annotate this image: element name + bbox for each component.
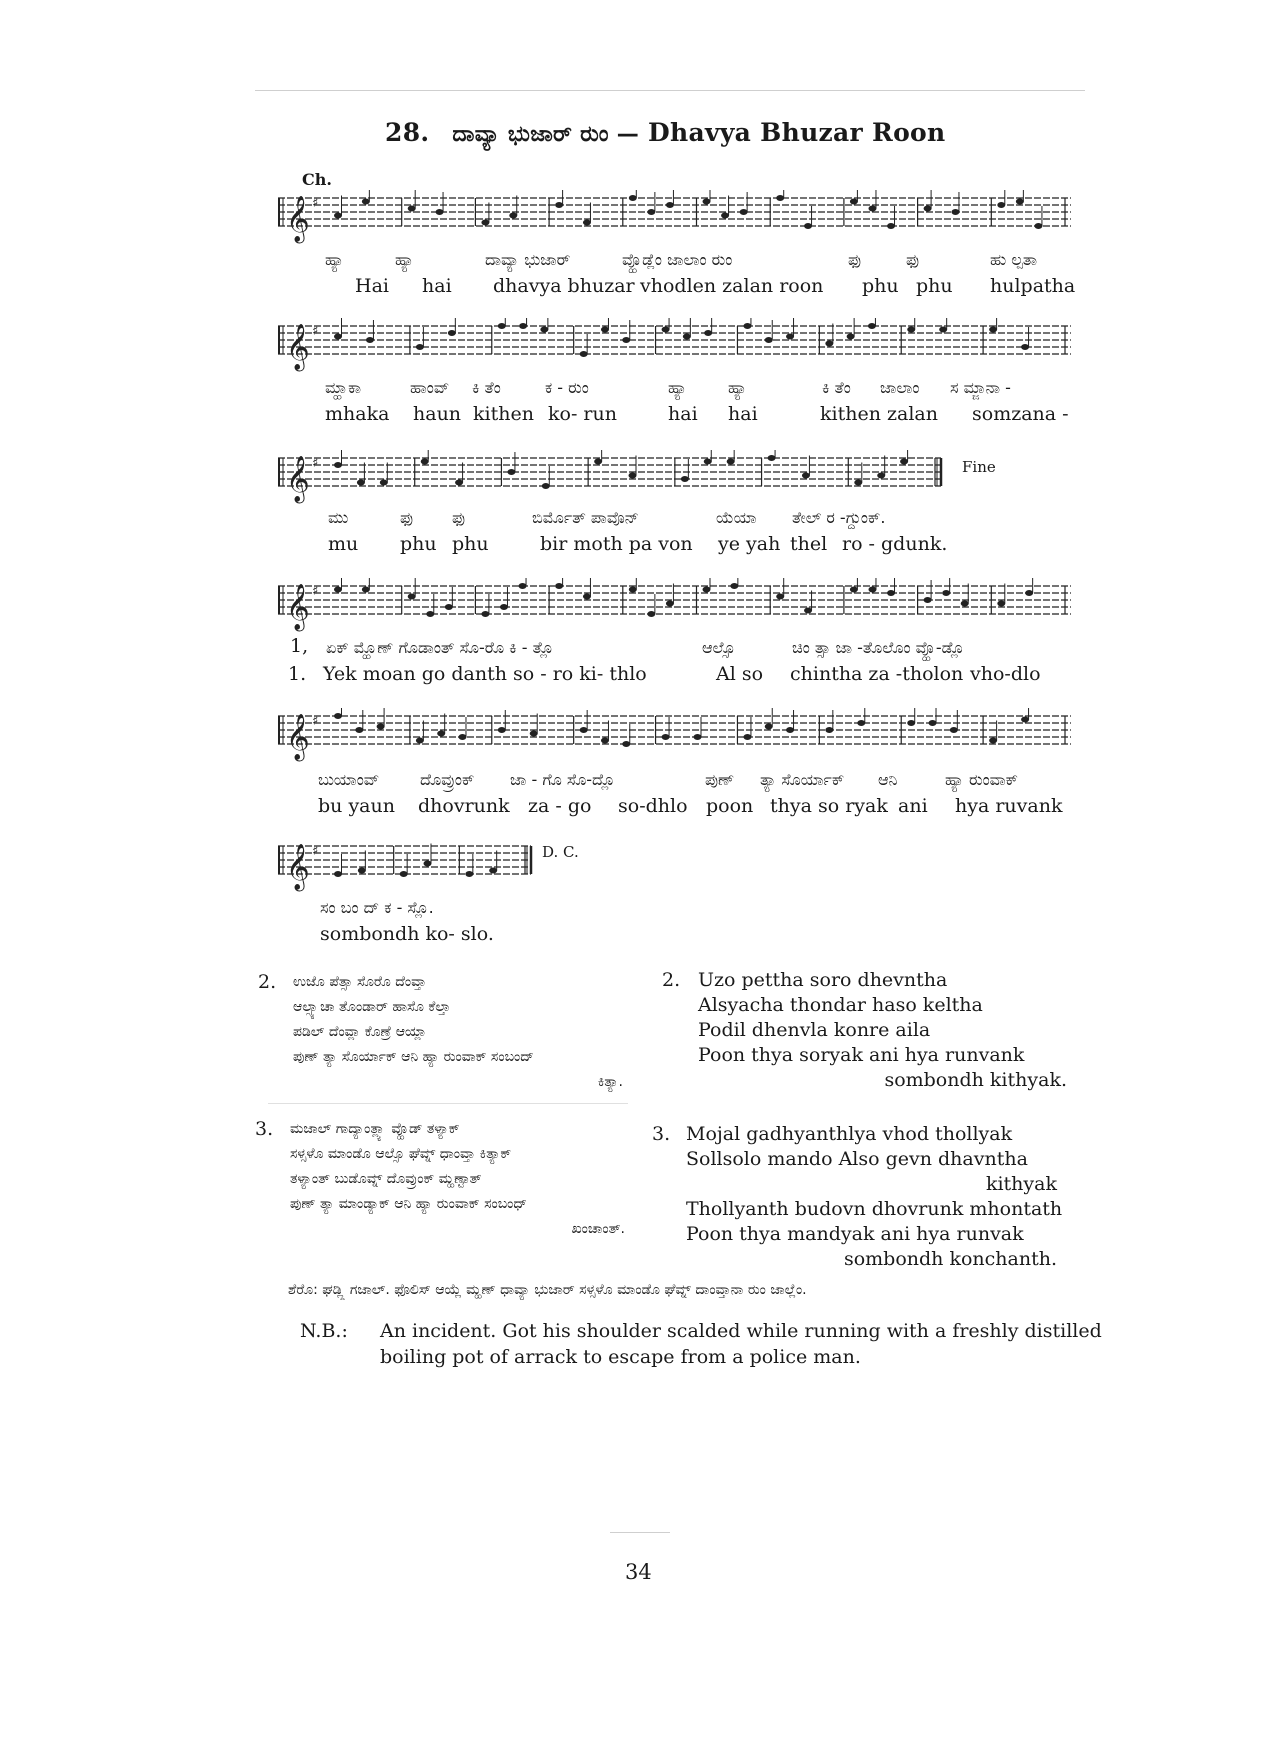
song-title xyxy=(385,118,946,147)
note-head xyxy=(924,597,932,603)
syllable: Hai xyxy=(355,275,389,297)
treble-clef-icon: 𝄞 xyxy=(286,456,310,502)
note-head xyxy=(436,209,444,215)
verse-line: ಸಳ್ಸಳೊ ಮಾಂಡೊ ಆಲ್ಸೊ ಘೆವ್ನ್ ಧಾಂವ್ತಾ ಕಿತ್ಯಾಕ್ xyxy=(290,1146,512,1162)
note-head xyxy=(1016,199,1024,205)
syllable: ಯೆಯಾ xyxy=(716,508,757,527)
note-head xyxy=(997,601,1005,607)
syllable: Yek moan go danth so - ro ki- thlo xyxy=(323,663,647,685)
syllable: ಕ - ರುಂ xyxy=(545,378,589,397)
note-head xyxy=(357,480,365,486)
verse-2-english xyxy=(662,968,1067,1093)
note-head xyxy=(408,594,416,600)
note-head xyxy=(854,480,862,486)
syllable: poon xyxy=(706,795,754,817)
syllable: ದಾವ್ಯಾ ಭುಜಾರ್ xyxy=(485,250,571,269)
note-head xyxy=(857,720,865,726)
syllable: ಚಿಂ ತ್ಸಾ ಜಾ -ತೊಲೊಂ ವ್ಹೊ-ಡ್ಲೊ xyxy=(792,638,965,657)
sharp-icon: ♯ xyxy=(312,844,319,859)
note-head xyxy=(776,594,784,600)
note-head xyxy=(907,327,915,333)
note-head xyxy=(662,327,670,333)
treble-clef-icon: 𝄞 xyxy=(286,844,310,890)
syllable: Al so xyxy=(716,663,764,685)
note-head xyxy=(802,473,810,479)
verse-number: 3. xyxy=(255,1118,274,1140)
verse-line: Thollyanth budovn dhovrunk mhontath xyxy=(686,1198,1063,1220)
note-head xyxy=(989,327,997,333)
note-head xyxy=(1021,344,1029,350)
note-head xyxy=(666,601,674,607)
note-head xyxy=(721,213,729,219)
note-head xyxy=(622,741,630,747)
syllable: ಕಿ ತೆಂ xyxy=(472,378,501,397)
syllable: ಹು ಲ್ಪತಾ xyxy=(990,250,1037,269)
note-head xyxy=(997,202,1005,208)
note-head xyxy=(850,199,858,205)
note-head xyxy=(694,734,702,740)
verse-divider xyxy=(268,1103,628,1104)
note-head xyxy=(786,334,794,340)
syllable: ro - gdunk. xyxy=(842,533,948,555)
verse-line: sombondh konchanth. xyxy=(843,1248,1057,1270)
note-head xyxy=(804,608,812,614)
syllable: ಆಲ್ಸೊ xyxy=(702,638,736,657)
syllable: ಸ ಮ್ಜಾನಾ - xyxy=(950,378,1011,397)
nb-label: N.B.: xyxy=(300,1320,348,1342)
note-head xyxy=(380,480,388,486)
note-head xyxy=(509,213,517,219)
verse-line: ಪುಣ್ ತ್ಯಾ ಸೊರ್ಯಾಕ್ ಆನಿ ಹ್ಯಾ ರುಂವಾಕ್ ಸಂಬಂದ್ xyxy=(293,1049,534,1065)
staff-system-4 xyxy=(278,578,1073,633)
treble-clef-icon: 𝄞 xyxy=(286,584,310,630)
note-head xyxy=(666,202,674,208)
sharp-icon: ♯ xyxy=(312,324,319,339)
chorus-label: Ch. xyxy=(302,170,332,189)
note-head xyxy=(768,455,776,461)
note-head xyxy=(421,459,429,465)
syllable: mhaka xyxy=(325,403,390,425)
syllable: phu xyxy=(400,533,437,555)
nb-text: An incident. Got his shoulder scalded while running with a freshly distilled boiling pot of arrack to escape from a police man. xyxy=(380,1320,1102,1368)
song-title-kannada: ದಾವ್ಯಾ ಭುಜಾರ್ ರುಂ — xyxy=(452,122,640,147)
note-head xyxy=(507,469,515,475)
syllable: ಬುಯಾಂವ್ xyxy=(318,770,380,789)
verse-number: 3. xyxy=(652,1123,671,1145)
note-head xyxy=(334,713,342,719)
note-head xyxy=(580,351,588,357)
sharp-icon: ♯ xyxy=(312,584,319,599)
syllable: so-dhlo xyxy=(618,795,688,817)
note-head xyxy=(437,731,445,737)
syllable: somzana - xyxy=(972,403,1069,425)
note-head xyxy=(362,587,370,593)
note-head xyxy=(583,220,591,226)
sharp-icon: ♯ xyxy=(312,196,319,211)
note-head xyxy=(583,594,591,600)
syllable: bir moth pa von xyxy=(540,533,693,555)
syllable: mu xyxy=(328,533,359,555)
top-rule xyxy=(255,90,1085,91)
note-head xyxy=(765,337,773,343)
stanza-number: 1, xyxy=(290,635,309,657)
footer-rule xyxy=(610,1532,670,1533)
note-head xyxy=(743,734,751,740)
note-head xyxy=(740,209,748,215)
note-head xyxy=(647,209,655,215)
syllable: sombondh ko- slo. xyxy=(320,923,494,945)
syllable: ಮು xyxy=(328,508,349,527)
note-head xyxy=(989,738,997,744)
syllable: ಆನಿ xyxy=(878,770,898,789)
verse-2-kannada xyxy=(258,970,623,1095)
staff-system-2 xyxy=(278,318,1073,373)
syllable: ani xyxy=(898,795,928,817)
note-head xyxy=(850,587,858,593)
dc-marking: D. C. xyxy=(542,843,579,861)
syllable: ಫು xyxy=(848,250,862,269)
verse-line: sombondh kithyak. xyxy=(884,1069,1067,1091)
note-head xyxy=(730,583,738,589)
syllable: ಹ್ಯಾ xyxy=(325,250,344,269)
verse-line: Sollsolo mando Also gevn dhavntha xyxy=(686,1148,1028,1170)
verse-3-kannada xyxy=(255,1117,625,1242)
verse-line: Poon thya soryak ani hya runvank xyxy=(698,1044,1025,1066)
note-head xyxy=(825,727,833,733)
verse-line: kithyak xyxy=(985,1173,1057,1195)
verse-line: Uzo pettha soro dhevntha xyxy=(698,969,948,991)
fine-marking: Fine xyxy=(962,458,996,476)
syllable: ದೊವ್ರುಂಕ್ xyxy=(420,770,475,789)
syllable: ವ್ಹೊಡ್ಲೆಂ ಜಾಲಾಂ ರುಂ xyxy=(622,250,733,269)
note-head xyxy=(448,330,456,336)
syllable: ಹ್ಯಾ xyxy=(668,378,687,397)
note-head xyxy=(950,727,958,733)
syllable: dhavya bhuzar xyxy=(493,275,635,297)
note-head xyxy=(683,334,691,340)
verse-line: ಉಜೊ ಪೆತ್ಸಾ ಸೊರೊ ದೆಂವ್ತಾ xyxy=(293,974,427,990)
treble-clef-icon: 𝄞 xyxy=(286,714,310,760)
note-head xyxy=(424,861,432,867)
note-head xyxy=(704,330,712,336)
note-head xyxy=(942,590,950,596)
note-head xyxy=(951,209,959,215)
note-head xyxy=(887,223,895,229)
note-head xyxy=(804,223,812,229)
syllable: ತೇಲ್ ರ -ಗ್ದುಂಕ್. xyxy=(792,508,886,527)
syllable: ಮ್ಹಾಕಾ xyxy=(325,378,362,397)
syllable: bu yaun xyxy=(318,795,395,817)
syllable: ಫು xyxy=(906,250,920,269)
note-head xyxy=(426,611,434,617)
note-head xyxy=(1034,223,1042,229)
note-head xyxy=(1021,717,1029,723)
note-head xyxy=(786,727,794,733)
note-head xyxy=(362,199,370,205)
syllable: ko- run xyxy=(548,403,617,425)
syllable: ಪುಣ್ xyxy=(705,770,735,789)
syllable: kithen xyxy=(473,403,534,425)
note-head xyxy=(408,206,416,212)
note-head xyxy=(542,483,550,489)
note-head xyxy=(540,327,548,333)
syllable: ಫು xyxy=(452,508,466,527)
syllable: hya ruvank xyxy=(955,795,1063,817)
stanza-number: 1. xyxy=(288,663,307,685)
note-head xyxy=(681,476,689,482)
note-head xyxy=(519,583,527,589)
syllable: ಏಕ್ ಮ್ಹೊಣ್ ಗೊಡಾಂತ್ ಸೊ-ರೊ ಕಿ - ತ್ಲೊ xyxy=(326,638,554,657)
note-head xyxy=(334,213,342,219)
syllable: vhodlen zalan roon xyxy=(640,275,824,297)
note-head xyxy=(900,459,908,465)
verse-line: ಪುಣ್ ತ್ಯಾ ಮಾಂಡ್ಯಾಕ್ ಆನಿ ಹ್ಯಾ ರುಂವಾಕ್ ಸಂಬಂಧ್ xyxy=(290,1196,527,1212)
note-head xyxy=(601,327,609,333)
note-head xyxy=(907,720,915,726)
chorus-note: ಶೆರೊ: ಘಡ್ಲ್ಲಿ ಗಜಾಲ್. ಫೊಲಿಸ್ ಆಯ್ಲೆ ಮ್ಹಣ್ ಧಾವ್ಯಾ ಭುಜಾರ್ ಸಳ್ಸಳೊ ಮಾಂಡೊ ಘೆವ್ನ್ ದಾಂವ್ತಾನಾ ರುಂ ಜಾಲ್ಲೆಂ. xyxy=(288,1282,807,1298)
note-head xyxy=(601,738,609,744)
note-head xyxy=(498,323,506,329)
note-head xyxy=(445,604,453,610)
note-head xyxy=(594,459,602,465)
syllable: ಹ್ಯಾ xyxy=(395,250,414,269)
note-head xyxy=(743,323,751,329)
verse-line: Poon thya mandyak ani hya runvak xyxy=(686,1223,1024,1245)
note-head xyxy=(334,587,342,593)
syllable: hai xyxy=(422,275,452,297)
note-head xyxy=(416,738,424,744)
note-head xyxy=(877,473,885,479)
note-head xyxy=(629,587,637,593)
page-number: 34 xyxy=(625,1560,652,1584)
syllable: hai xyxy=(668,403,698,425)
syllable: ಹಾಂವ್ xyxy=(410,378,450,397)
syllable: phu xyxy=(452,533,489,555)
treble-clef-icon: 𝄞 xyxy=(286,324,310,370)
sharp-icon: ♯ xyxy=(312,714,319,729)
note-head xyxy=(455,480,463,486)
syllable: chintha za -tholon xyxy=(790,663,964,685)
note-head xyxy=(358,868,366,874)
note-head xyxy=(765,724,773,730)
sharp-icon: ♯ xyxy=(312,456,319,471)
note-head xyxy=(400,871,408,877)
syllable: hai xyxy=(728,403,758,425)
note-head xyxy=(334,871,342,877)
note-head xyxy=(647,611,655,617)
note-head xyxy=(366,337,374,343)
note-head xyxy=(727,459,735,465)
note-head xyxy=(458,734,466,740)
syllable: ye yah xyxy=(718,533,781,555)
staff-system-1 xyxy=(278,190,1073,245)
note-head xyxy=(868,323,876,329)
staff-system-5 xyxy=(278,708,1073,763)
note-head xyxy=(868,587,876,593)
note-head xyxy=(929,720,937,726)
note-head xyxy=(334,334,342,340)
syllable: ಫು xyxy=(400,508,414,527)
verse-3-english xyxy=(652,1122,1063,1272)
verse-line: ಮಜಾಲ್ ಗಾದ್ಯಾಂತ್ಲ್ಯಾ ವ್ಹೊಡ್ ತಳ್ಯಾಕ್ xyxy=(290,1121,460,1137)
note-head xyxy=(868,206,876,212)
note-head xyxy=(703,587,711,593)
note-head xyxy=(555,202,563,208)
note-head xyxy=(355,727,363,733)
note-head xyxy=(662,734,670,740)
syllable: ಜಾ - ಗೊ ಸೊ-ದ್ಲೊ xyxy=(510,770,616,789)
syllable: thel xyxy=(790,533,828,555)
syllable: phu xyxy=(862,275,899,297)
syllable: thya so ryak xyxy=(770,795,888,817)
syllable: ತ್ಯಾ ಸೊರ್ಯಾಕ್ xyxy=(760,770,845,789)
note-head xyxy=(887,590,895,596)
note-head xyxy=(334,462,342,468)
note-head xyxy=(465,871,473,877)
song-number: 28. xyxy=(385,118,430,147)
syllable: ಬಿರ್ಮೊತ್ ಪಾವೊನ್ xyxy=(532,508,639,527)
syllable: ಹ್ಯಾ xyxy=(728,378,747,397)
verse-line: ಖಂಚಾಂತ್. xyxy=(571,1221,625,1237)
syllable: ಸಂ ಬಂ ದ್ ಕ - ಸ್ಲೊ. xyxy=(320,898,434,917)
note-head xyxy=(924,206,932,212)
note-head xyxy=(622,337,630,343)
note-head xyxy=(629,473,637,479)
syllable: ಕಿ ತೆಂ xyxy=(822,378,851,397)
note-head xyxy=(416,344,424,350)
note-head xyxy=(580,727,588,733)
note-head xyxy=(704,459,712,465)
note-head xyxy=(530,731,538,737)
syllable: ಜಾಲಾಂ xyxy=(880,378,920,397)
verse-line: Podil dhenvla konre aila xyxy=(698,1019,931,1041)
song-title-english: Dhavya Bhuzar Roon xyxy=(648,118,946,147)
verse-number: 2. xyxy=(258,971,277,993)
note-head xyxy=(555,583,563,589)
syllable: dhovrunk xyxy=(418,795,510,817)
syllable: hulpatha xyxy=(990,275,1076,297)
note-head xyxy=(961,601,969,607)
staff-system-3 xyxy=(278,450,943,505)
treble-clef-icon: 𝄞 xyxy=(286,196,310,242)
note-head xyxy=(500,604,508,610)
syllable: ಹ್ಯಾ ರುಂವಾಕ್ xyxy=(945,770,1018,789)
note-head xyxy=(498,727,506,733)
verse-line: ತಳ್ಯಾಂತ್ ಬುಡೊವ್ನ್ ದೊವ್ರುಂಕ್ ಮ್ಹಣ್ಟಾತ್ xyxy=(290,1171,482,1187)
verse-line: ಕಿತ್ಯಾ. xyxy=(597,1074,623,1090)
syllable: phu xyxy=(916,275,953,297)
note-head xyxy=(519,323,527,329)
verse-line: Alsyacha thondar haso keltha xyxy=(698,994,983,1016)
syllable: za - go xyxy=(528,795,592,817)
note-head xyxy=(939,327,947,333)
note-head xyxy=(377,724,385,730)
note-head xyxy=(629,195,637,201)
verse-line: ಆಲ್ಸ್ಯಾಚಾ ತೊಂಡಾರ್ ಹಾಸೊ ಕೆಲ್ತಾ xyxy=(293,999,451,1015)
note-head xyxy=(481,220,489,226)
verse-line: ಪಡಿಲ್ ದೆಂವ್ಲಾ ಕೊಣ್ರೆ ಆಯ್ಲಾ xyxy=(293,1024,427,1040)
note-head xyxy=(1025,590,1033,596)
syllable: haun xyxy=(413,403,462,425)
note-head xyxy=(825,341,833,347)
note-head xyxy=(481,611,489,617)
note-head xyxy=(489,868,497,874)
verse-number: 2. xyxy=(662,969,681,991)
note-head xyxy=(703,199,711,205)
syllable: kithen zalan xyxy=(820,403,938,425)
syllable: vho-dlo xyxy=(970,663,1041,685)
note-head xyxy=(776,195,784,201)
note-head xyxy=(847,334,855,340)
staff-system-6 xyxy=(278,838,533,893)
verse-line: Mojal gadhyanthlya vhod thollyak xyxy=(686,1123,1013,1145)
